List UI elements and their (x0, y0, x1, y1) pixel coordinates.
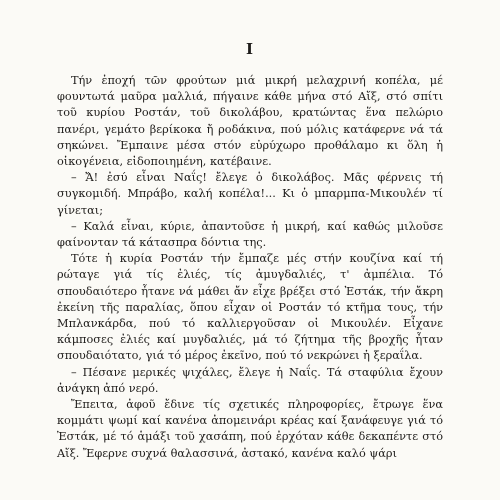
paragraph: – Ἄ! ἐσύ εἶναι Ναΐς! ἔλεγε ὁ δικολάβος. Μᾶς φέρνεις τή συγκομιδή. Μπράβο, καλή κοπέλα!... Κι ὁ μπαρμπα-Μικουλέν τί γίνεται; (57, 171, 443, 217)
paragraph: – Πέσανε μερικές ψιχάλες, ἔλεγε ἡ Ναΐς. Τά σταφύλια ἔχουν ἀνάγκη ἀπό νερό. (57, 365, 443, 395)
paragraph: – Καλά εἶναι, κύριε, ἀπαντοῦσε ἡ μικρή, καί καθώς μιλοῦσε φαίνονταν τά κάτασπρα δόντια της. (57, 219, 443, 250)
chapter-heading: I (245, 40, 255, 58)
paragraph: Τήν ἐποχή τῶν φρούτων μιά μικρή μελαχρινή κοπέλα, μέ φουντωτά μαῦρα μαλλιά, πήγαινε κάθε μήνα στό Αἴξ, στό σπίτι τοῦ κυρίου Ροστάν, τοῦ δικολάβου, κρατώντας ἕνα πελώριο πανέρι, γεμάτο βερίκοκα ἤ ροδάκινα, πού μόλις κατάφερνε νά τά σηκώνει. Ἔμπαινε μέσα στόν εὐρύχωρο προθάλαμο κι ὅλη ἡ οἰκογένεια, εἰδοποιημένη, κατέβαινε. (57, 74, 443, 169)
body-text (57, 73, 443, 462)
paragraph: Τότε ἡ κυρία Ροστάν τήν ἔμπαζε μές στήν κουζίνα καί τή ρώταγε γιά τίς ἐλιές, τίς ἀμυγδαλιές, τ' ἀμπέλια. Τό σπουδαιότερο ἦτανε νά μάθει ἄν εἶχε βρέξει στό Ἐστάκ, τήν ἄκρη ἐκείνη τῆς παραλίας, ὅπου εἶχαν οἱ Ροστάν τό κτῆμα τους, τήν Μπλανκάρδα, πού τό καλλιεργοῦσαν οἱ Μικουλέν. Εἶχανε κάμποσες ἐλιές καί μυγδαλιές, μά τό ζήτημα τῆς βροχῆς ἦταν σπουδαιότατο, γιά τό μέρος ἐκεῖνο, πού τό νεκρώνει ἡ ξεραΐλα. (57, 252, 443, 363)
paragraph: Ἔπειτα, ἀφοῦ ἔδινε τίς σχετικές πληροφορίες, ἔτρωγε ἕνα κομμάτι ψωμί καί κανένα ἀπομεινάρι κρέας καί ξανάφευγε γιά τό Ἐστάκ, μέ τό ἁμάξι τοῦ χασάπη, πού ἐρχόταν κάθε δεκαπέντε στό Αἴξ. Ἔφερνε συχνά θαλασσινά, ἀστακό, κανένα καλό ψάρι (57, 398, 443, 460)
